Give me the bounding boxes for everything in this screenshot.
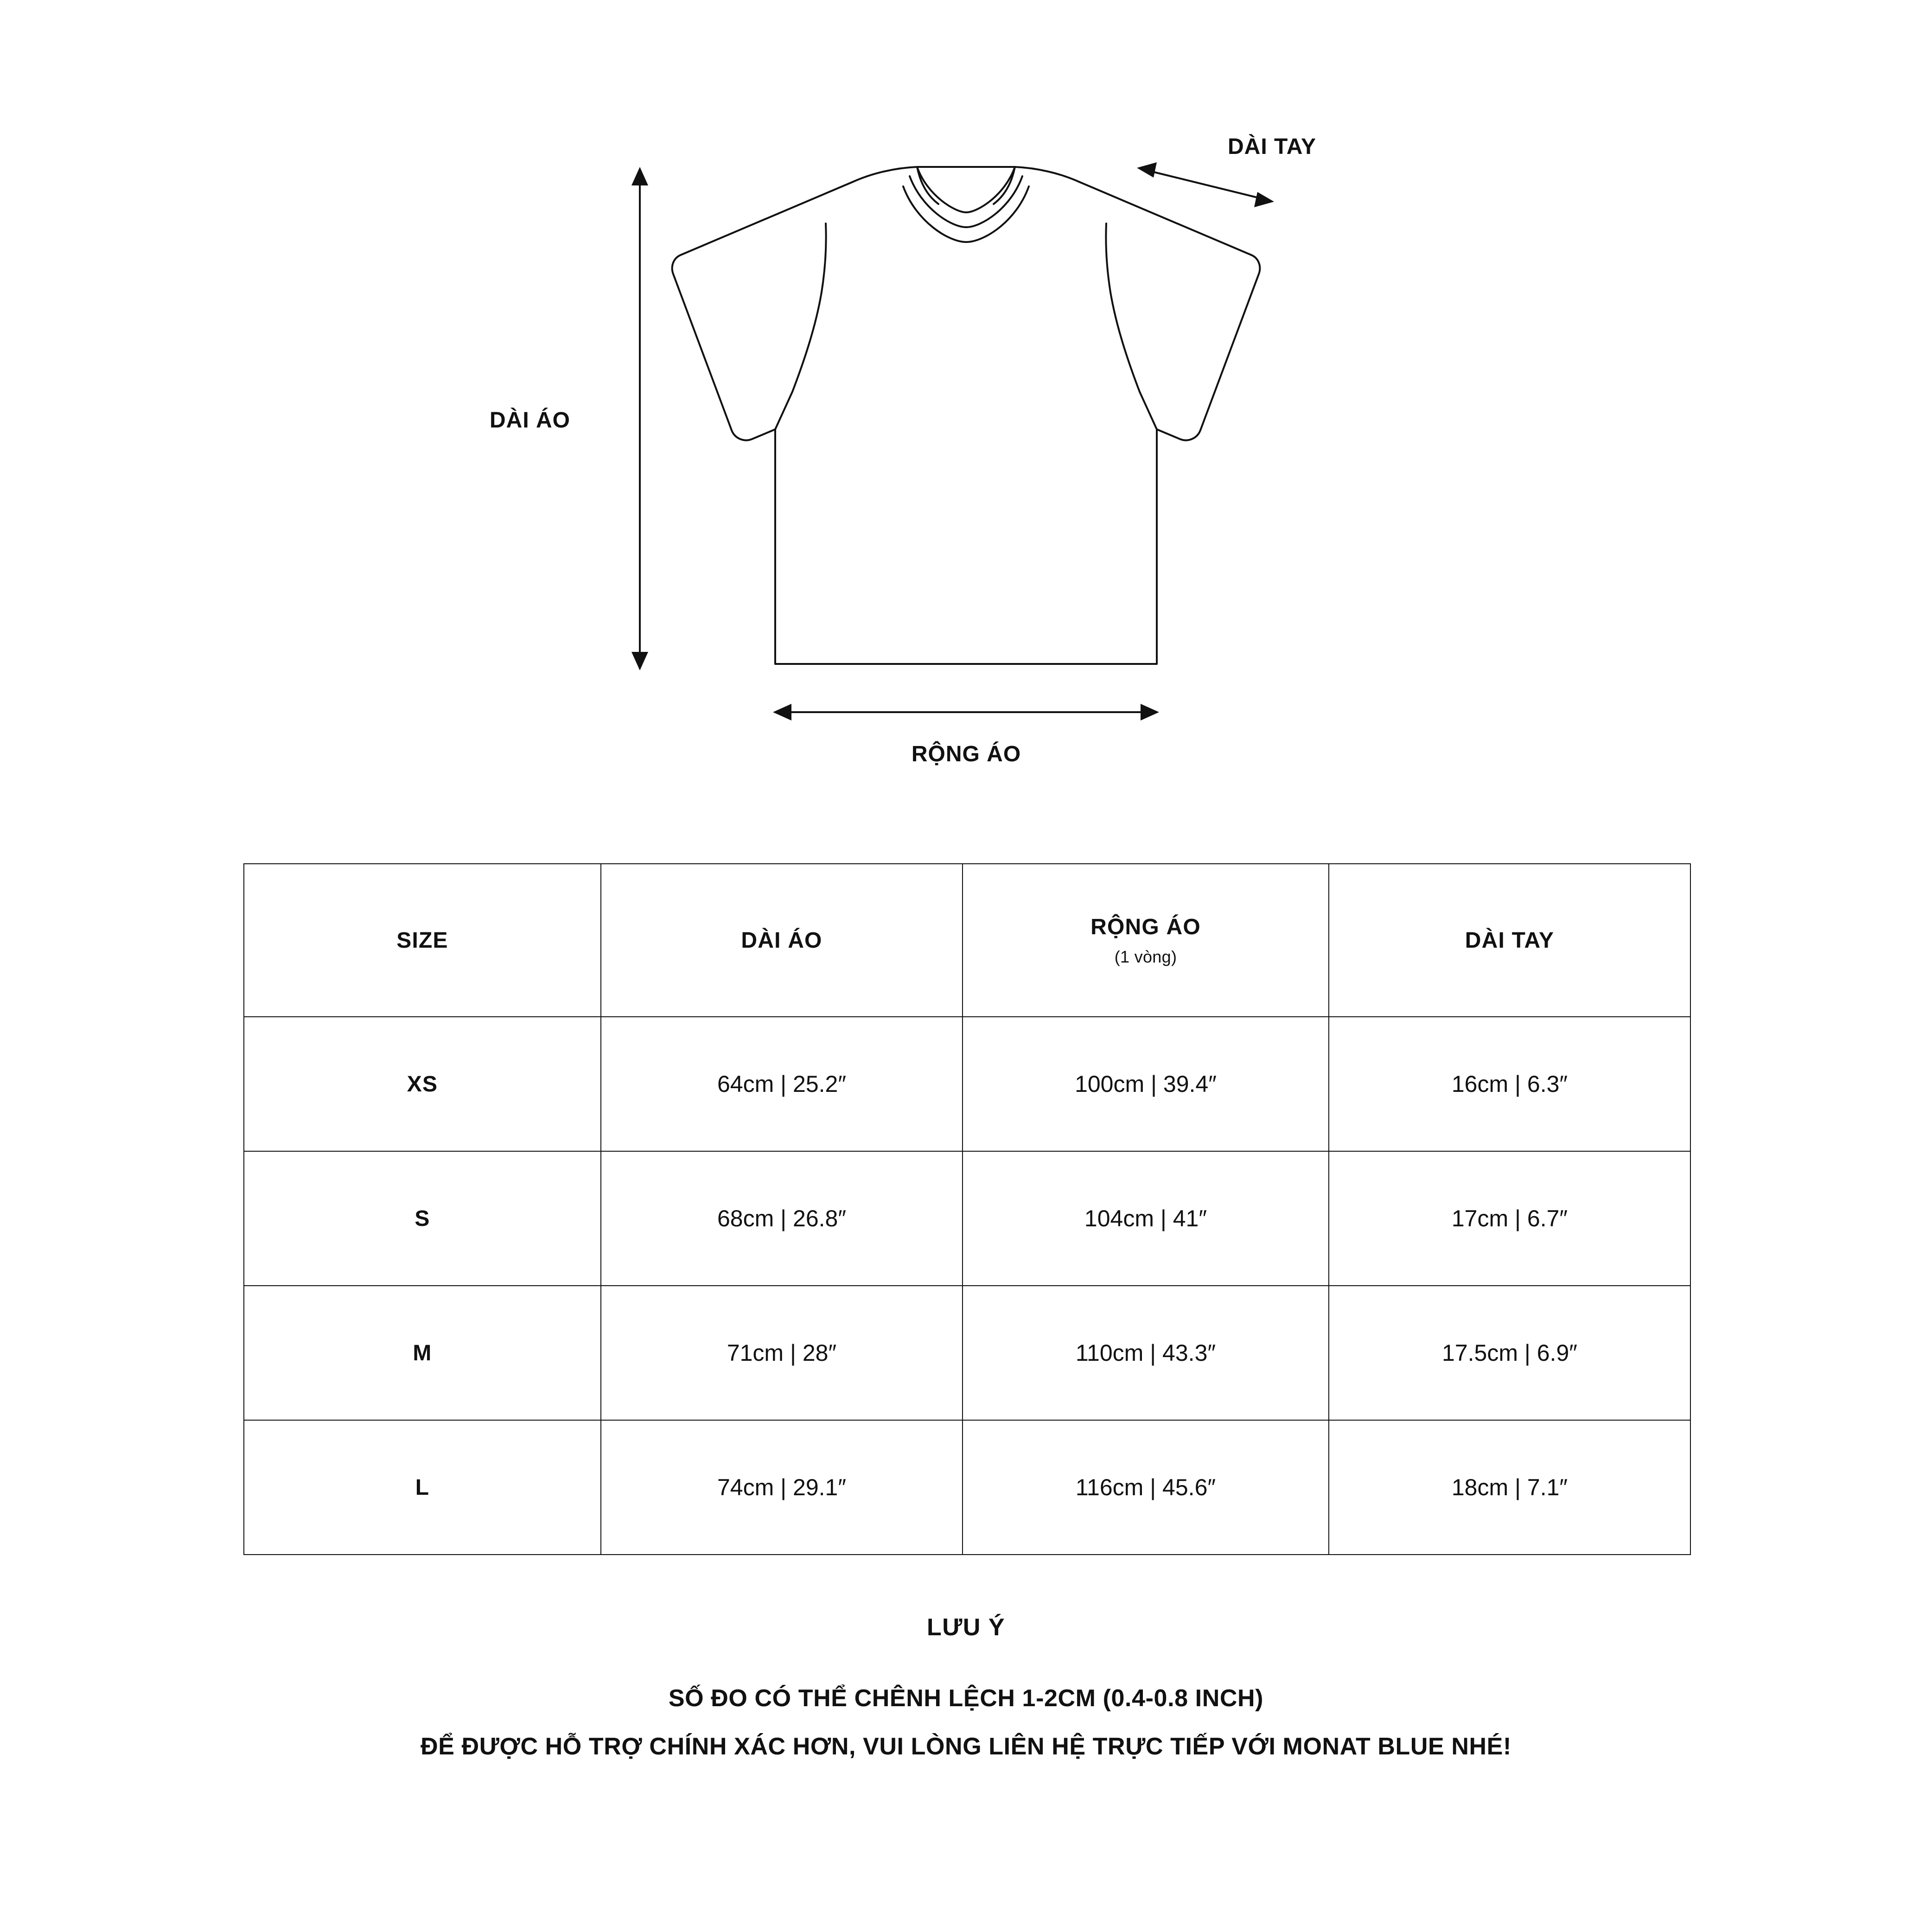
cell-sleeve: 17cm | 6.7″ (1329, 1151, 1690, 1286)
size-table (243, 863, 1691, 1555)
cell-sleeve: 16cm | 6.3″ (1329, 1017, 1690, 1151)
cell-length: 74cm | 29.1″ (601, 1420, 963, 1555)
cell-width: 110cm | 43.3″ (963, 1286, 1329, 1420)
body-width-arrow (773, 704, 1159, 721)
sleeve-length-label: DÀI TAY (1228, 134, 1317, 159)
cell-size: L (244, 1420, 601, 1555)
table-header-row (244, 864, 1690, 1017)
column-header-size-label: SIZE (396, 928, 448, 953)
table-row (244, 1286, 1690, 1420)
cell-width: 104cm | 41″ (963, 1151, 1329, 1286)
column-header-sleeve (1329, 864, 1690, 1017)
cell-length: 71cm | 28″ (601, 1286, 963, 1420)
size-table-container (243, 863, 1690, 1555)
notes-line-2: ĐỂ ĐƯỢC HỖ TRỢ CHÍNH XÁC HƠN, VUI LÒNG LIÊN HỆ TRỰC TIẾP VỚI MONAT BLUE NHÉ! (421, 1733, 1511, 1760)
sleeve-length-arrow (1137, 162, 1274, 207)
table-header (244, 864, 1690, 1017)
table-body (244, 1017, 1690, 1555)
notes-line-1: SỐ ĐO CÓ THỂ CHÊNH LỆCH 1-2CM (0.4-0.8 INCH) (668, 1685, 1264, 1712)
column-header-width-label: RỘNG ÁO (1090, 914, 1201, 939)
notes-title: LƯU Ý (926, 1614, 1006, 1641)
table-row (244, 1420, 1690, 1555)
table-row (244, 1017, 1690, 1151)
cell-length: 68cm | 26.8″ (601, 1151, 963, 1286)
cell-width: 100cm | 39.4″ (963, 1017, 1329, 1151)
cell-size: S (244, 1151, 601, 1286)
notes-section (0, 1613, 1932, 1777)
body-width-label: RỘNG ÁO (911, 742, 1021, 766)
body-length-arrow (631, 167, 648, 670)
column-header-width-sublabel: (1 vòng) (1114, 947, 1177, 966)
column-header-width (963, 864, 1329, 1017)
cell-sleeve: 17.5cm | 6.9″ (1329, 1286, 1690, 1420)
tshirt-measurement-diagram (0, 116, 1932, 788)
column-header-sleeve-label: DÀI TAY (1465, 928, 1555, 953)
cell-width: 116cm | 45.6″ (963, 1420, 1329, 1555)
body-length-label: DÀI ÁO (490, 408, 570, 433)
column-header-length-label: DÀI ÁO (741, 928, 823, 953)
column-header-length (601, 864, 963, 1017)
cell-length: 64cm | 25.2″ (601, 1017, 963, 1151)
cell-size: M (244, 1286, 601, 1420)
cell-size: XS (244, 1017, 601, 1151)
column-header-size (244, 864, 601, 1017)
cell-sleeve: 18cm | 7.1″ (1329, 1420, 1690, 1555)
table-row (244, 1151, 1690, 1286)
tshirt-outline-icon (672, 167, 1260, 664)
